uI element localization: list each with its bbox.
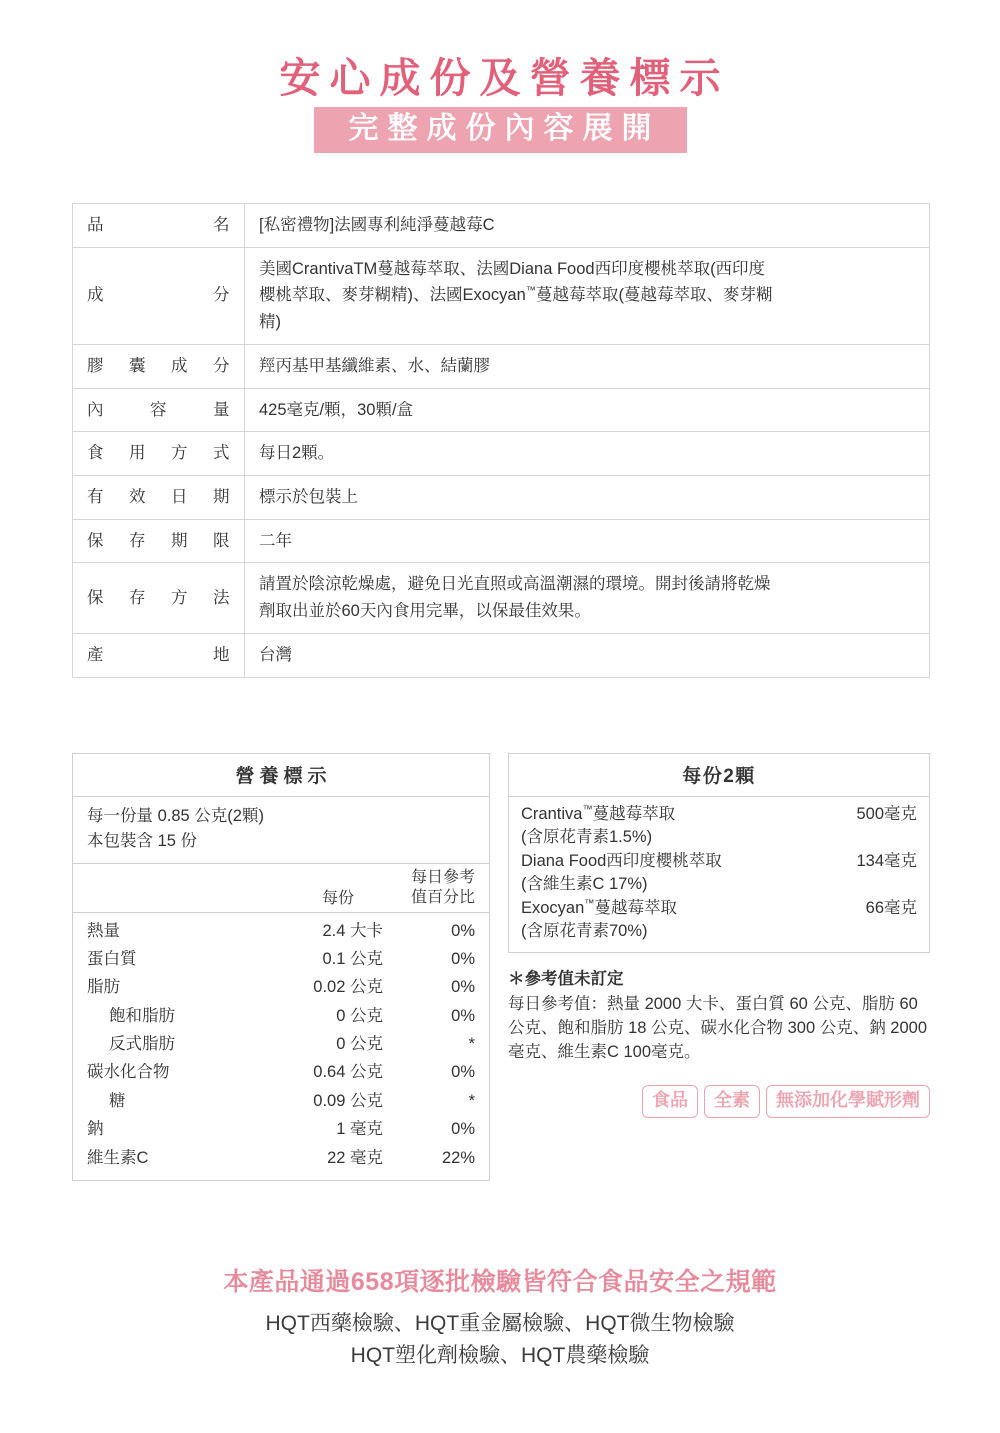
info-row-value: 二年	[245, 519, 930, 563]
daily-value-line1: 每日參考	[410, 868, 475, 886]
info-row	[73, 563, 930, 633]
nutrition-row	[73, 1030, 489, 1058]
info-row-label: 保存期限	[73, 519, 245, 563]
footnote-block	[508, 968, 930, 1066]
nutrition-title: 營養標示	[73, 754, 489, 797]
nutrition-row	[73, 1087, 489, 1115]
page-footer	[0, 1262, 1000, 1371]
nutrition-row-daily-value: 0%	[451, 949, 475, 968]
per-serving-row-name: Exocyan™蔓越莓萃取 (含原花青素70%)	[521, 897, 856, 944]
nutrition-row-amount: 0.1 公克	[322, 949, 383, 968]
info-row	[73, 432, 930, 476]
info-row-label: 食用方式	[73, 432, 245, 476]
nutrition-row	[73, 1058, 489, 1086]
info-row-value: 美國CrantivaTM蔓越莓萃取、法國Diana Food西印度櫻桃萃取(西印度 櫻桃萃取、麥芽糊精)、法國Exocyan™蔓越莓萃取(蔓越莓萃取、麥芽糊 精)	[245, 247, 930, 344]
per-serving-row-subtext: (含原花青素1.5%)	[521, 828, 653, 847]
nutrition-row-daily-value: 0%	[451, 921, 475, 940]
nutrition-row-name: 碳水化合物	[87, 1063, 170, 1082]
per-serving-row-subtext: (含原花青素70%)	[521, 922, 648, 941]
per-serving-rows	[509, 797, 929, 952]
nutrition-row	[73, 1144, 489, 1172]
nutrition-row-name: 熱量	[87, 921, 120, 940]
panels-row	[72, 753, 930, 1181]
info-row	[73, 247, 930, 344]
info-row-label: 膠囊成分	[73, 344, 245, 388]
info-row	[73, 476, 930, 520]
per-serving-row-subtext: (含維生素C 17%)	[521, 875, 648, 894]
nutrition-row	[73, 1002, 489, 1030]
info-row	[73, 344, 930, 388]
nutrition-row-amount: 1 毫克	[336, 1120, 383, 1139]
nutrition-row-name: 蛋白質	[87, 949, 137, 968]
footer-line-2: HQT塑化劑檢驗、HQT農藥檢驗	[350, 1343, 650, 1367]
page-header	[0, 0, 1000, 153]
info-row-value: [私密禮物]法國專利純淨蔓越莓C	[245, 204, 930, 248]
nutrition-row-amount: 0.09 公克	[313, 1091, 383, 1110]
nutrition-row-daily-value: *	[468, 1035, 475, 1053]
info-row-value: 每日2顆。	[245, 432, 930, 476]
info-row-value: 請置於陰涼乾燥處，避免日光直照或高溫潮濕的環境。開封後請將乾燥 劑取出並於60天內食用完畢，以保最佳效果。	[245, 563, 930, 633]
per-serving-row	[509, 897, 929, 944]
per-serving-row-amount: 66毫克	[865, 898, 917, 917]
nutrition-facts-box	[72, 753, 490, 1181]
info-row-value: 標示於包裝上	[245, 476, 930, 520]
certification-badge: 食品	[642, 1085, 698, 1118]
certification-badge: 全素	[704, 1085, 760, 1118]
nutrition-rows	[73, 913, 489, 1180]
info-row-label: 品名	[73, 204, 245, 248]
nutrition-row-amount: 2.4 大卡	[322, 921, 383, 940]
info-row-label: 產地	[73, 633, 245, 677]
per-serving-row-name: Diana Food西印度櫻桃萃取 (含維生素C 17%)	[521, 850, 846, 897]
footer-headline: 本產品通過658項逐批檢驗皆符合食品安全之規範	[223, 1268, 777, 1296]
nutrition-row-daily-value: 0%	[451, 978, 475, 997]
page-title: 安心成份及營養標示	[279, 55, 730, 101]
nutrition-row-amount: 22 毫克	[327, 1148, 383, 1167]
nutrition-row	[73, 945, 489, 973]
servings-per-pack: 本包裝含 15 份	[87, 831, 198, 850]
info-row	[73, 388, 930, 432]
nutrition-row-name: 反式脂肪	[109, 1035, 175, 1053]
info-row-value: 台灣	[245, 633, 930, 677]
per-serving-row-amount: 500毫克	[856, 805, 917, 823]
info-row-label: 保存方法	[73, 563, 245, 633]
per-serving-row	[509, 850, 929, 897]
info-row	[73, 633, 930, 677]
product-info-table	[72, 203, 930, 678]
nutrition-row-name: 飽和脂肪	[109, 1006, 175, 1025]
nutrition-row-daily-value: *	[468, 1091, 475, 1110]
nutrition-row-name: 脂肪	[87, 978, 120, 997]
per-serving-title: 每份2顆	[509, 754, 929, 797]
badge-row	[508, 1085, 930, 1118]
nutrition-row-name: 維生素C	[87, 1148, 149, 1167]
info-row-value: 羥丙基甲基纖維素、水、結蘭膠	[245, 344, 930, 388]
nutrition-row	[73, 1115, 489, 1143]
per-serving-row-name: Crantiva™蔓越莓萃取 (含原花青素1.5%)	[521, 803, 846, 850]
nutrition-row-amount: 0 公克	[336, 1006, 383, 1025]
info-row-label: 成分	[73, 247, 245, 344]
nutrition-row-name: 鈉	[87, 1120, 104, 1139]
nutrition-column-headers	[73, 864, 489, 913]
nutrition-header-daily-value	[397, 864, 489, 912]
certification-badge: 無添加化學賦形劑	[766, 1085, 930, 1118]
info-row-value: 425毫克/顆，30顆/盒	[245, 388, 930, 432]
footnote-daily-values: 每日參考值：熱量 2000 大卡、蛋白質 60 公克、脂肪 60 公克、飽和脂肪 18 公克、碳水化合物 300 公克、鈉 2000 毫克、維生素C 100毫克。	[508, 995, 928, 1062]
nutrition-row-amount: 0 公克	[336, 1035, 383, 1053]
info-row	[73, 519, 930, 563]
info-row	[73, 204, 930, 248]
nutrition-row-daily-value: 22%	[441, 1148, 475, 1167]
page-subtitle-banner: 完整成份內容展開	[314, 107, 687, 153]
product-info-table-body	[73, 204, 930, 678]
nutrition-row-daily-value: 0%	[451, 1063, 475, 1082]
per-serving-row-amount: 134毫克	[856, 851, 917, 870]
nutrition-header-amount: 每份	[321, 889, 354, 907]
subtitle-banner-wrap	[0, 107, 1000, 153]
nutrition-row-amount: 0.64 公克	[313, 1063, 383, 1082]
nutrition-row	[73, 973, 489, 1001]
nutrition-row-daily-value: 0%	[451, 1120, 475, 1139]
footer-line-1: HQT西藥檢驗、HQT重金屬檢驗、HQT微生物檢驗	[265, 1312, 735, 1335]
per-serving-row	[509, 803, 929, 850]
info-row-label: 內容量	[73, 388, 245, 432]
serving-size: 每一份量 0.85 公克(2顆)	[87, 807, 264, 825]
daily-value-line2: 值百分比	[410, 888, 475, 906]
nutrition-panel	[72, 753, 490, 1181]
per-serving-panel	[508, 753, 930, 1118]
info-row-label: 有效日期	[73, 476, 245, 520]
per-serving-box	[508, 753, 930, 953]
nutrition-row	[73, 917, 489, 945]
footnote-star-note: ＊參考值未訂定	[508, 969, 624, 988]
nutrition-row-amount: 0.02 公克	[313, 978, 383, 997]
nutrition-row-name: 糖	[109, 1091, 126, 1110]
nutrition-serving-info	[73, 797, 489, 864]
nutrition-row-daily-value: 0%	[451, 1006, 475, 1025]
nutrition-header-blank	[73, 864, 279, 912]
